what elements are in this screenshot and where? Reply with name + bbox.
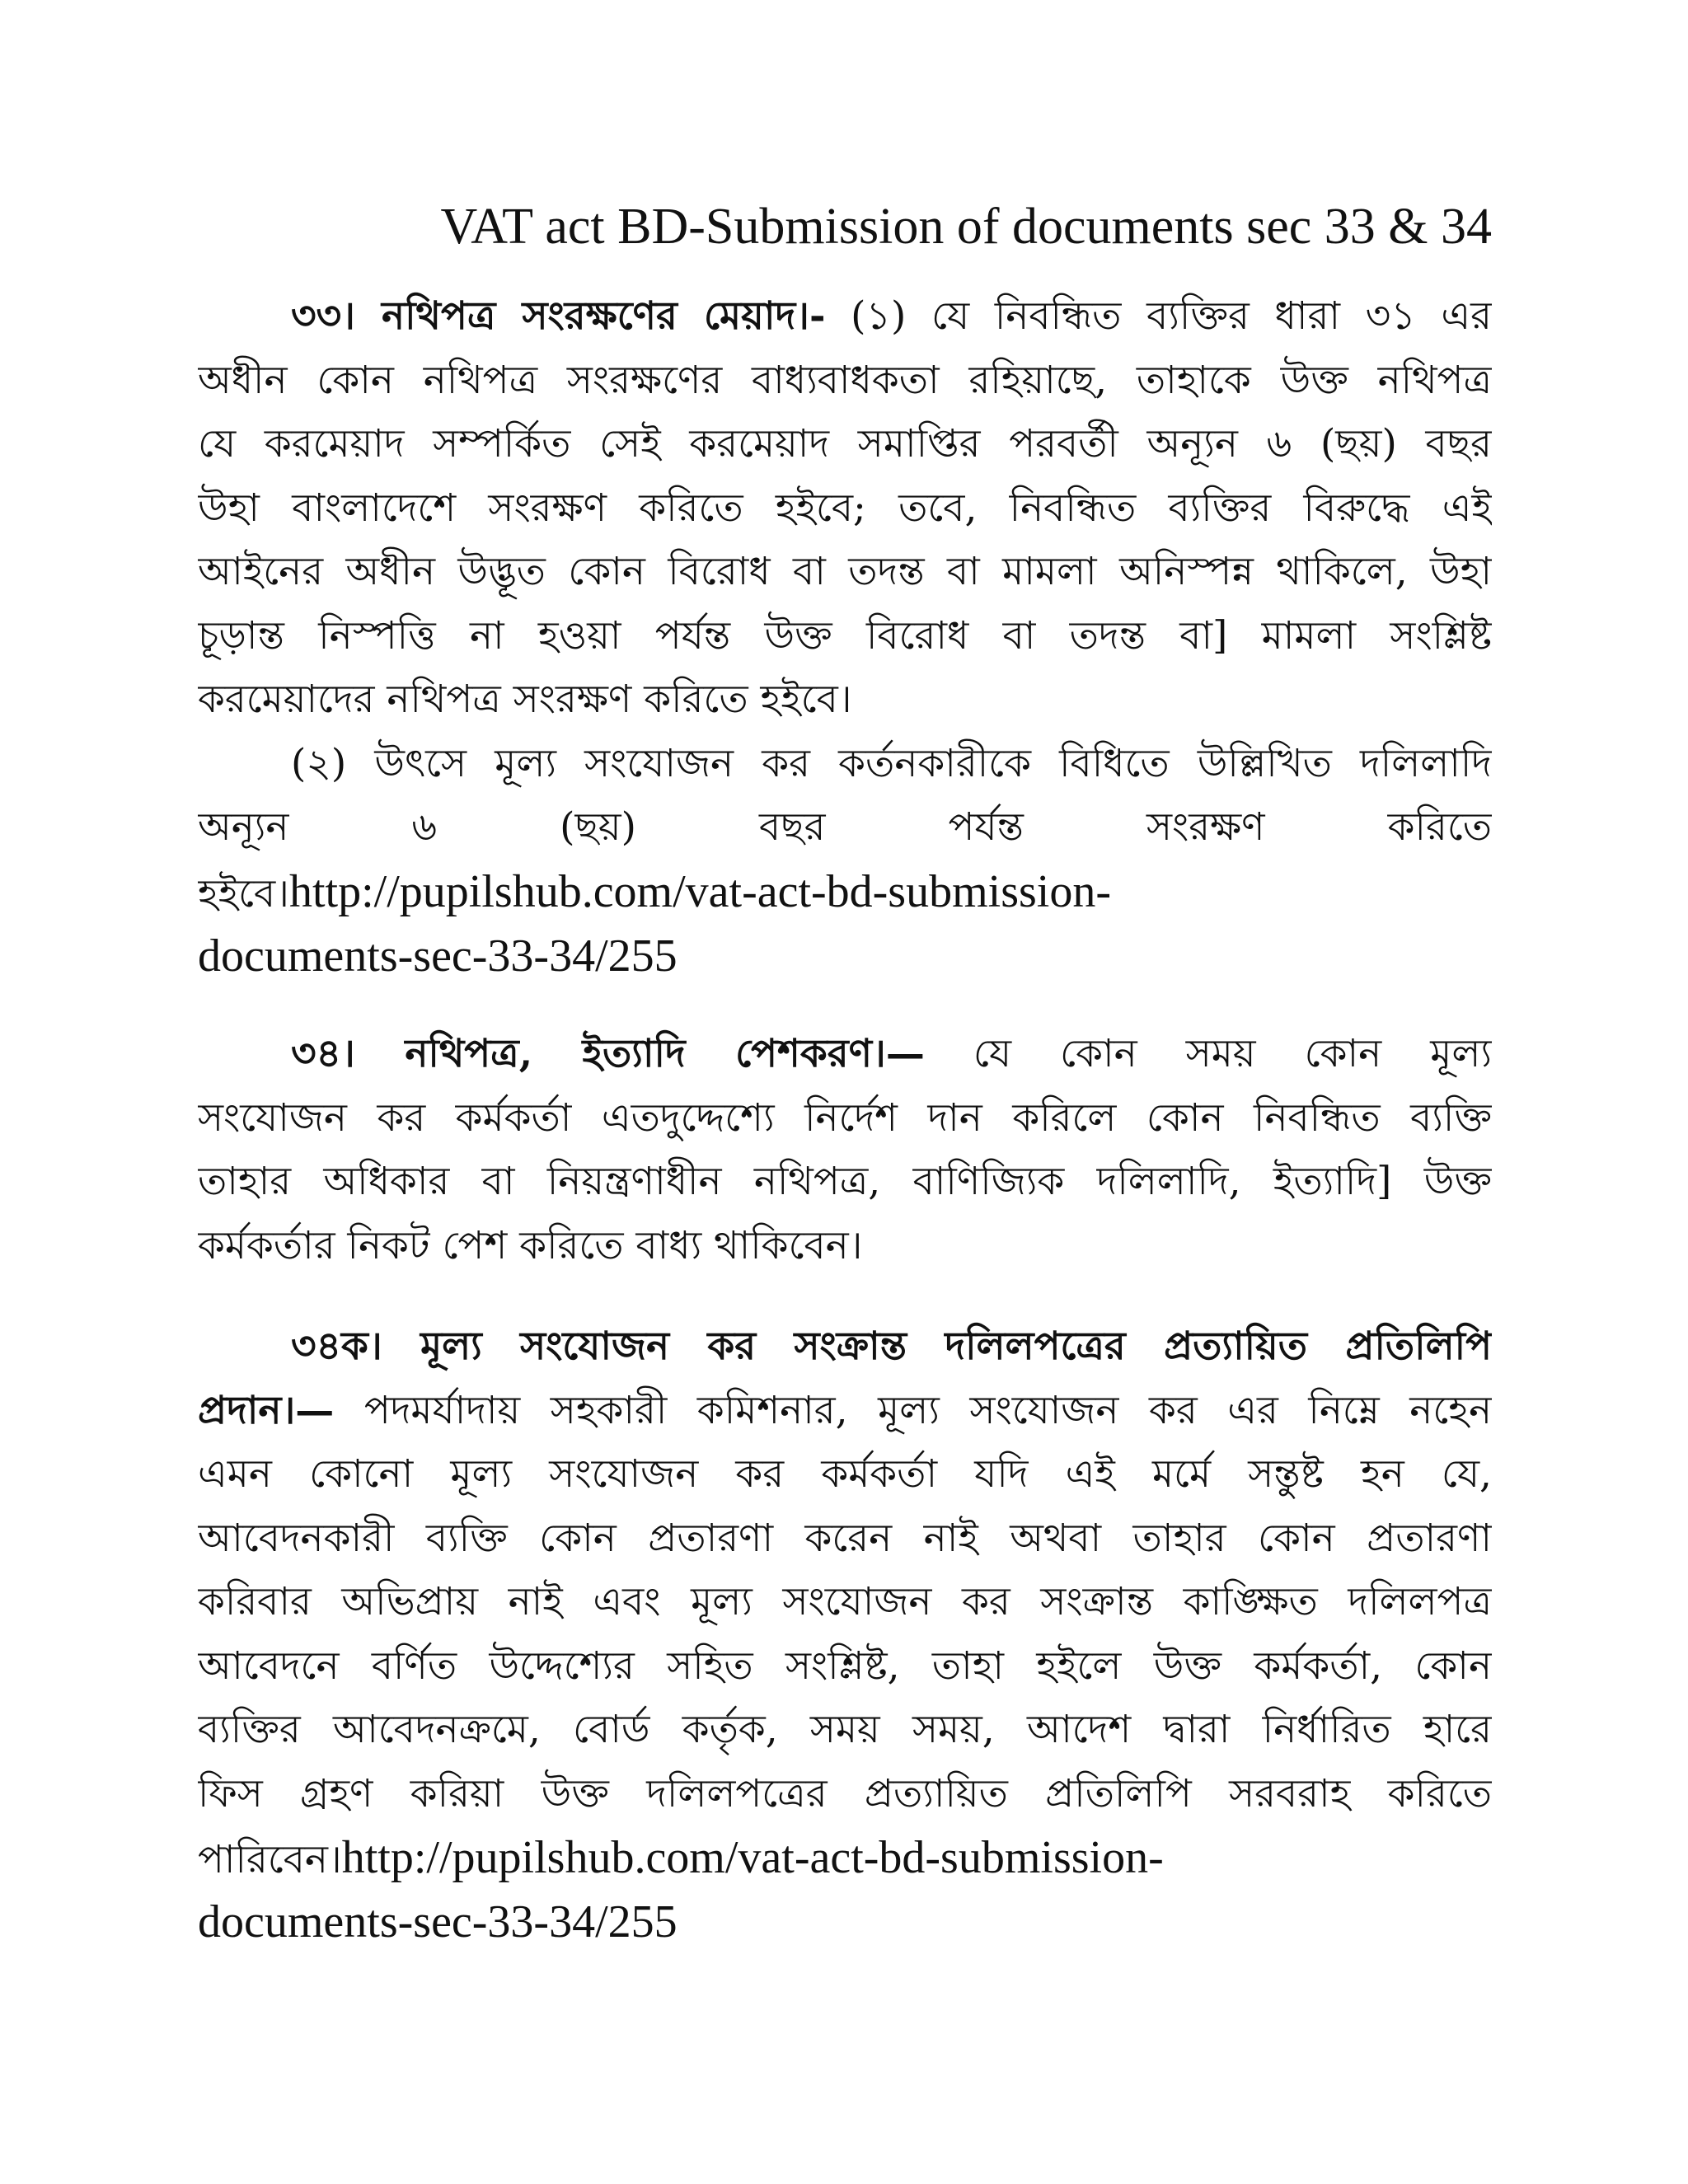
section-33-line-6: চূড়ান্ত নিস্পত্তি না হওয়া পর্যন্ত উক্ত বিরোধ বা তদন্ত বা] মামলা সংশ্লিষ্ট [198, 612, 1492, 658]
section-33-sub2-line-1: (২) উৎসে মূল্য সংযোজন কর কর্তনকারীকে বিধিতে উল্লিখিত দলিলাদি [291, 740, 1492, 786]
section-33 [198, 284, 1492, 988]
section-34ka-line-2 [198, 1379, 1492, 1443]
section-34-line-3: তাহার অধিকার বা নিয়ন্ত্রণাধীন নথিপত্র, বাণিজ্যিক দলিলাদি, ইত্যাদি] উক্ত [198, 1159, 1492, 1204]
section-34ka-line-5: করিবার অভিপ্রায় নাই এবং মূল্য সংযোজন কর সংক্রান্ত কাঙ্ক্ষিত দলিলপত্র [198, 1579, 1492, 1624]
section-33-end-text: হইবে। [198, 870, 289, 916]
document-page [198, 0, 1492, 2184]
section-33-line-5: আইনের অধীন উদ্ভূত কোন বিরোধ বা তদন্ত বা মামলা অনিস্পন্ন থাকিলে, উহা [198, 549, 1492, 594]
section-33-url-line-2[interactable]: documents-sec-33-34/255 [198, 930, 678, 982]
section-34-text: যে কোন সময় কোন মূল্য [973, 1031, 1492, 1076]
section-34ka-line-6: আবেদনে বর্ণিত উদ্দেশ্যের সহিত সংশ্লিষ্ট, তাহা হইলে উক্ত কর্মকর্তা, কোন [198, 1643, 1492, 1689]
section-34 [198, 1022, 1492, 1277]
section-34-heading: ৩৪। নথিপত্র, ইত্যাদি পেশকরণ।— [291, 1031, 925, 1076]
section-34ka-heading-line-2: প্রদান।— [198, 1387, 335, 1433]
section-33-line-2: অধীন কোন নথিপত্র সংরক্ষণের বাধ্যবাধকতা রহিয়াছে, তাহাকে উক্ত নথিপত্র [198, 357, 1492, 403]
section-34ka-heading-line-1: ৩৪ক। মূল্য সংযোজন কর সংক্রান্ত দলিলপত্রের প্রত্যায়িত প্রতিলিপি [291, 1324, 1492, 1369]
section-34-line-2: সংযোজন কর কর্মকর্তা এতদুদ্দেশ্যে নির্দেশ দান করিলে কোন নিবন্ধিত ব্যক্তি [198, 1094, 1492, 1141]
section-34ka-url-link-part-1[interactable]: http://pupilshub.com/vat-act-bd-submission- [341, 1832, 1164, 1883]
section-34ka-line-8: ফিস গ্রহণ করিয়া উক্ত দলিলপত্রের প্রত্যায়িত প্রতিলিপি সরবরাহ করিতে [198, 1770, 1492, 1816]
section-34ka-line-4: আবেদনকারী ব্যক্তি কোন প্রতারণা করেন নাই অথবা তাহার কোন প্রতারণা [198, 1515, 1492, 1561]
section-33-line-4: উহা বাংলাদেশে সংরক্ষণ করিতে হইবে; তবে, নিবন্ধিত ব্যক্তির বিরুদ্ধে এই [198, 485, 1492, 531]
section-34ka-text: পদমর্যাদায় সহকারী কমিশনার, মূল্য সংযোজন কর এর নিম্নে নহেন [363, 1387, 1492, 1433]
section-33-url-line-1 [198, 860, 1492, 924]
section-34-line-1 [198, 1022, 1492, 1086]
section-33-line-1 [198, 284, 1492, 349]
section-34ka-url-line-2[interactable]: documents-sec-33-34/255 [198, 1896, 678, 1947]
section-33-text: (১) যে নিবন্ধিত ব্যক্তির ধারা ৩১ এর [851, 293, 1492, 339]
section-34ka-line-3: এমন কোনো মূল্য সংযোজন কর কর্মকর্তা যদি এই মর্মে সন্তুষ্ট হন যে, [198, 1451, 1492, 1497]
section-34ka-end-text: পারিবেন। [198, 1837, 342, 1882]
section-34-line-4: কর্মকর্তার নিকট পেশ করিতে বাধ্য থাকিবেন। [198, 1222, 863, 1268]
section-33-url-link-part-1[interactable]: http://pupilshub.com/vat-act-bd-submission- [289, 865, 1112, 917]
document-title: VAT act BD-Submission of documents sec 33 & 34 [440, 199, 1492, 255]
section-33-line-3: যে করমেয়াদ সম্পর্কিত সেই করমেয়াদ সমাপ্তির পরবর্তী অন্যূন ৬ (ছয়) বছর [198, 421, 1492, 466]
section-34ka [198, 1315, 1492, 1954]
section-33-line-7: করমেয়াদের নথিপত্র সংরক্ষণ করিতে হইবে। [198, 677, 852, 722]
section-33-heading: ৩৩। নথিপত্র সংরক্ষণের মেয়াদ।- [291, 293, 826, 339]
section-34ka-url-line-1 [198, 1825, 1492, 1890]
section-33-sub2-line-2: অন্যূন ৬ (ছয়) বছর পর্যন্ত সংরক্ষণ করিতে [198, 804, 1492, 850]
section-34ka-line-7: ব্যক্তির আবেদনক্রমে, বোর্ড কর্তৃক, সময় সময়, আদেশ দ্বারা নির্ধারিত হারে [198, 1707, 1492, 1752]
